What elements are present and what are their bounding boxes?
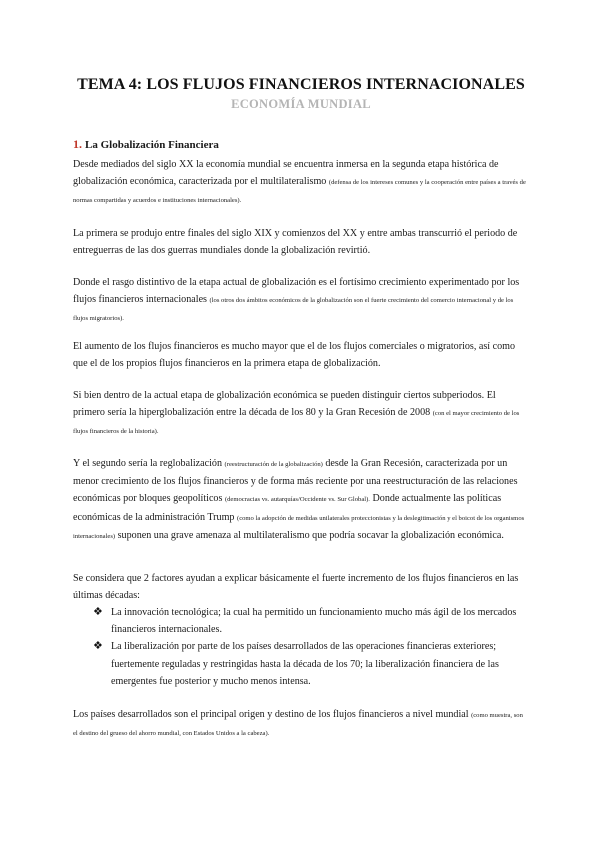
paragraph-text: Se considera que 2 factores ayudan a explicar básicamente el fuerte incremento de los flujos financieros en las últimas décadas: <box>73 573 519 602</box>
document-subtitle: ECONOMÍA MUNDIAL <box>231 97 371 111</box>
paragraph-text: desde la Gran Recesión, caracterizada por un menor crecimiento de los flujos financieros y de forma más reciente por una reestructuración de las relaciones económicas por bloques geopolíticos <box>73 458 518 505</box>
paragraph-8 <box>73 706 529 742</box>
list-item <box>93 604 529 638</box>
paragraph-text: Donde el rasgo distintivo de la etapa actual de globalización es el fortísimo crecimiento experimentado por los flujos financieros internacionales <box>73 277 520 306</box>
paragraph-7 <box>73 570 529 604</box>
paragraph-4 <box>73 338 529 372</box>
document-title: TEMA 4: LOS FLUJOS FINANCIEROS INTERNACIONALES <box>77 76 525 93</box>
paragraph-note: (democracias vs. autarquías/Occidente vs. Sur Global). <box>224 496 370 504</box>
paragraph-text: Donde actualmente las políticas económicas de la administración Trump <box>73 493 502 523</box>
paragraph-text: La primera se produjo entre finales del siglo XIX y comienzos del XX y entre ambas transcurrió el periodo de entreguerras de las dos guerras mundiales donde la globalización revirtió. <box>73 228 518 257</box>
paragraph-6 <box>73 455 529 545</box>
paragraph-text: suponen una grave amenaza al multilateralismo que podría socavar la globalización económica. <box>115 529 504 541</box>
factor-list <box>93 604 529 690</box>
paragraph-2 <box>73 225 529 259</box>
paragraph-5 <box>73 387 529 441</box>
paragraph-note: (con el mayor crecimiento de los flujos financieros de la historia). <box>73 410 520 436</box>
paragraph-note: (reestructuración de la globalización) <box>224 461 323 468</box>
paragraph-note: (como la adopción de medidas unilaterales proteccionistas y la deslegitimación y el boicot de los organismos internacionales) <box>73 514 525 540</box>
paragraph-note: (como muestra, son el destino del grueso del ahorro mundial, con Estados Unidos a la cabeza). <box>73 712 523 738</box>
paragraph-text: Si bien dentro de la actual etapa de globalización económica se pueden distinguir ciertos subperiodos. El primero sería la hiperglobalización entre la década de los 80 y la Gran Recesión de 2008 <box>73 390 496 419</box>
list-item-text: La innovación tecnológica; la cual ha permitido un funcionamiento mucho más ágil de los mercados financieros internacionales. <box>111 607 517 636</box>
list-item <box>93 638 529 690</box>
diamond-bullet-icon: ❖ <box>93 640 103 653</box>
diamond-bullet-icon: ❖ <box>93 606 103 618</box>
paragraph-text: Y el segundo sería la reglobalización <box>73 458 225 469</box>
paragraph-text: El aumento de los flujos financieros es mucho mayor que el de los flujos comerciales o migratorios, así como que el de los propios flujos financieros en la primera etapa de globalización. <box>73 341 516 370</box>
paragraph-text: Los países desarrollados son el principal origen y destino de los flujos financieros a nivel mundial <box>73 709 472 720</box>
paragraph-1 <box>73 156 529 210</box>
paragraph-note: (los otros dos ámbitos económicos de la globalización son el fuerte crecimiento del comercio internacional y de los flujos migratorios). <box>73 297 514 323</box>
section-heading <box>73 137 219 152</box>
paragraph-text: Desde mediados del siglo XX la economía mundial se encuentra inmersa en la segunda etapa histórica de globalización económica, caracterizada por el multilateralismo <box>73 159 499 188</box>
section-number: 1. <box>73 137 82 151</box>
list-item-text: La liberalización por parte de los países desarrollados de las operaciones financieras exteriores; fuertemente reguladas y restringidas hasta la década de los 70; la liberalización financiera de las emergentes fue posterior y mucho menos intensa. <box>111 641 499 687</box>
section-title: La Globalización Financiera <box>85 139 219 151</box>
paragraph-3 <box>73 274 529 328</box>
paragraph-note: (defensa de los intereses comunes y la cooperación entre países a través de normas compartidas y acuerdos e instituciones internacionales). <box>73 179 526 205</box>
